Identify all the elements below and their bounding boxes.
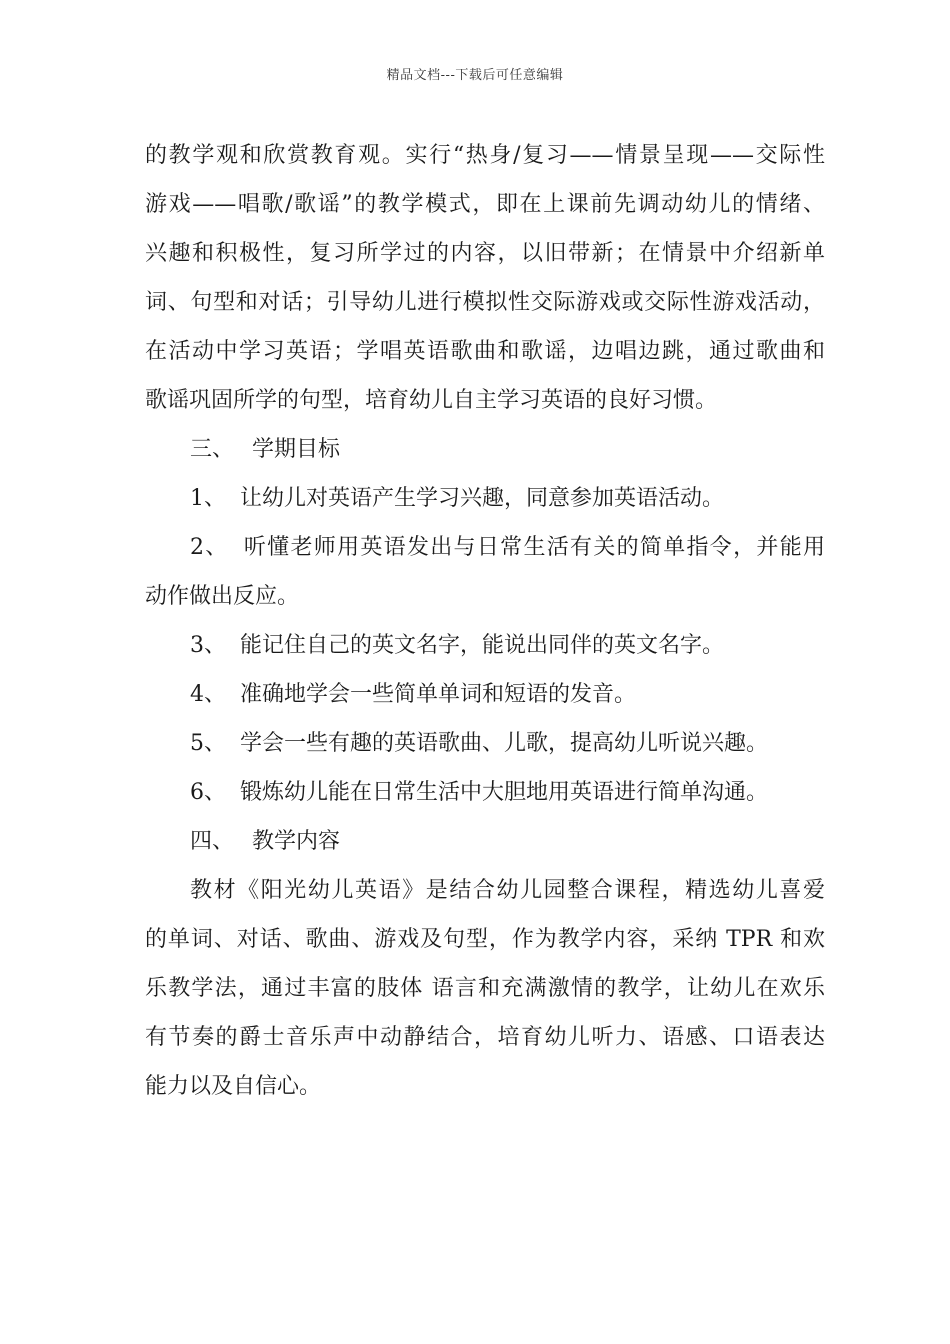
text-line: 的单词、对话、歌曲、游戏及句型，作为教学内容，采纳 TPR 和欢 — [145, 927, 825, 952]
section-title: 教学内容 — [252, 829, 341, 854]
goal-item-5 — [145, 719, 825, 768]
goal-item-4 — [145, 670, 825, 719]
goal-text: 学会一些有趣的英语歌曲、儿歌，提高幼儿听说兴趣。 — [240, 731, 769, 756]
text-line: 乐教学法，通过丰富的肢体 语言和充满激情的教学，让幼儿在欢乐 — [145, 976, 825, 1001]
goal-text-continued: 动作做出反应。 — [145, 584, 300, 609]
text-line: 游戏——唱歌/歌谣”的教学模式，即在上课前先调动幼儿的情绪、 — [145, 192, 825, 217]
goal-text: 锻炼幼儿能在日常生活中大胆地用英语进行简单沟通。 — [240, 780, 769, 805]
goal-number: 1、 — [190, 486, 226, 511]
section-heading-4 — [145, 817, 825, 866]
text-line: 词、句型和对话；引导幼儿进行模拟性交际游戏或交际性游戏活动， — [145, 290, 825, 315]
goal-number: 2、 — [190, 535, 229, 560]
goal-number: 6、 — [190, 780, 226, 805]
section-heading-3 — [145, 425, 825, 474]
text-line: 歌谣巩固所学的句型，培育幼儿自主学习英语的良好习惯。 — [145, 388, 718, 413]
goal-text: 听懂老师用英语发出与日常生活有关的简单指令，并能用 — [242, 535, 825, 560]
goal-item-3 — [145, 621, 825, 670]
section-number: 四、 — [190, 829, 235, 854]
intro-paragraph — [145, 131, 825, 425]
page-header: 精品文档---下载后可任意编辑 — [386, 68, 564, 83]
text-line: 在活动中学习英语；学唱英语歌曲和歌谣，边唱边跳，通过歌曲和 — [145, 339, 825, 364]
section-number: 三、 — [190, 437, 235, 462]
text-line: 教材《阳光幼儿英语》是结合幼儿园整合课程，精选幼儿喜爱 — [190, 878, 825, 903]
section-title: 学期目标 — [252, 437, 341, 462]
goal-item-6 — [145, 768, 825, 817]
goal-item-1 — [145, 474, 825, 523]
content-paragraph — [145, 866, 825, 1111]
goal-text: 让幼儿对英语产生学习兴趣，同意参加英语活动。 — [240, 486, 725, 511]
text-line: 的教学观和欣赏教育观。实行“热身/复习——情景呈现——交际性 — [145, 143, 825, 168]
goal-number: 4、 — [190, 682, 226, 707]
text-line: 能力以及自信心。 — [145, 1074, 322, 1099]
goal-number: 5、 — [190, 731, 226, 756]
document-body — [145, 131, 825, 1111]
text-line: 有节奏的爵士音乐声中动静结合，培育幼儿听力、语感、口语表达 — [145, 1025, 825, 1050]
text-line: 兴趣和积极性，复习所学过的内容，以旧带新；在情景中介绍新单 — [145, 241, 825, 266]
goal-item-2 — [145, 523, 825, 621]
goal-text: 准确地学会一些简单单词和短语的发音。 — [240, 682, 637, 707]
goal-number: 3、 — [190, 633, 226, 658]
goal-text: 能记住自己的英文名字，能说出同伴的英文名字。 — [240, 633, 725, 658]
